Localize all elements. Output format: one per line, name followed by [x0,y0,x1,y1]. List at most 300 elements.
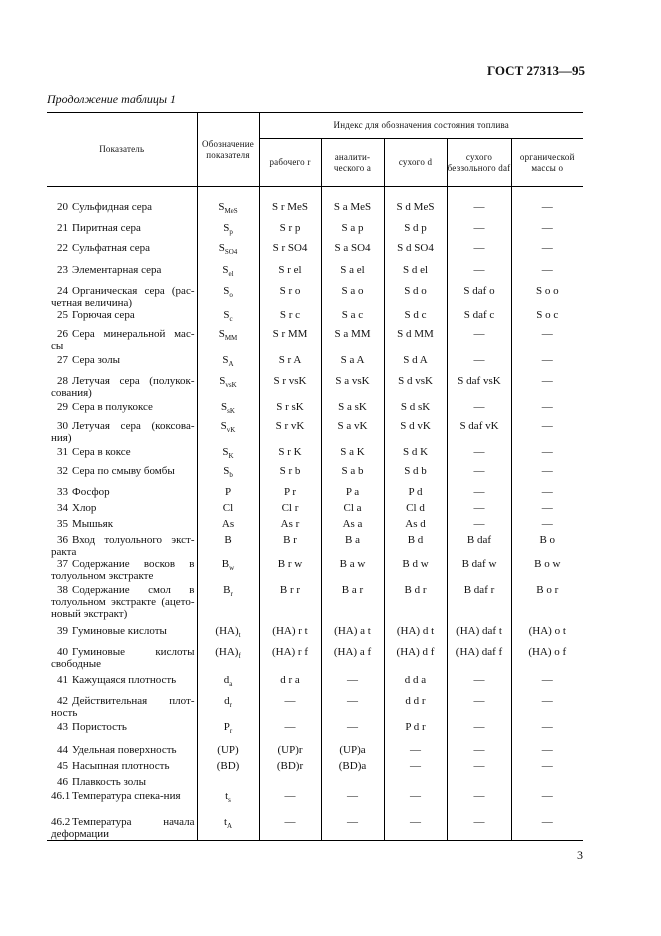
row-number: 29 [57,400,68,413]
state-index-d: S d MeS [384,201,447,222]
indicator-name: Сера по смыву бомбы [72,464,175,477]
state-index-daf: S daf o [447,285,511,309]
state-index-o: S o o [511,285,583,309]
state-index-daf: — [447,816,511,841]
table-continuation-label: Продолжение таблицы 1 [47,92,177,106]
state-index-daf: B daf w [447,558,511,584]
state-index-o: — [511,446,583,465]
indicator-cell [47,264,197,285]
symbol-cell [197,695,259,721]
state-index-o: — [511,242,583,264]
row-number: 45 [57,760,68,773]
indicator-name: Летучая сера (полукок-сования) [51,374,195,399]
table-row [47,375,583,401]
table-row [47,646,583,674]
table-row [47,625,583,646]
header-indicator: Показатель [47,113,197,187]
table-row [47,222,583,242]
symbol-subscript: MM [224,333,238,342]
state-index-a: S a vsK [321,375,384,401]
state-index-r: B r r [259,584,321,625]
indicator-cell [47,558,197,584]
symbol-cell [197,646,259,674]
symbol: S [223,284,230,297]
state-index-d: B d [384,534,447,558]
indicator-name: Плавкость золы [72,776,147,789]
row-number: 38 [57,584,68,597]
state-index-o: — [511,744,583,760]
state-index-o [511,776,583,790]
state-index-d: B d w [384,558,447,584]
table-row [47,354,583,375]
symbol-subscript: sK [227,406,235,415]
state-index-daf: S daf vsK [447,375,511,401]
indicator-name: Горючая сера [72,308,135,321]
state-index-d: S d SO4 [384,242,447,264]
state-index-r: (HA) r t [259,625,321,646]
indicator-cell [47,465,197,486]
indicator-name: Сульфатная сера [72,241,150,254]
state-index-a: S a c [321,309,384,328]
table-row [47,674,583,695]
state-index-o: — [511,790,583,816]
symbol: t [223,816,227,829]
state-index-d: — [384,744,447,760]
symbol-subscript: o [229,290,233,299]
indicator-cell [47,354,197,375]
indicator-cell [47,721,197,744]
table-row [47,242,583,264]
state-index-d: S d MM [384,328,447,354]
indicator-cell [47,695,197,721]
state-index-daf: S daf vK [447,420,511,446]
symbol: S [222,353,229,366]
symbol: Cl [222,501,234,514]
state-index-r: S r MeS [259,201,321,222]
state-index-r: S r K [259,446,321,465]
table-row [47,790,583,816]
state-index-o: — [511,354,583,375]
state-index-a: (HA) a f [321,646,384,674]
row-number: 46.2 [51,816,71,829]
state-index-daf: — [447,502,511,518]
symbol: P [224,485,232,498]
state-index-o: — [511,264,583,285]
indicator-name: Сера минеральной мас-сы [51,327,195,352]
table-row [47,816,583,841]
indicator-cell [47,518,197,534]
indicator-name: Гуминовые кислоты [72,625,167,638]
symbol: (HA) [215,625,239,638]
state-index-o: — [511,420,583,446]
row-number: 44 [57,744,68,757]
table-row [47,518,583,534]
state-index-a: S a b [321,465,384,486]
symbol-subscript: b [229,470,233,479]
state-index-o: (HA) o t [511,625,583,646]
state-index-daf: — [447,518,511,534]
symbol-cell [197,285,259,309]
state-index-d: d d a [384,674,447,695]
state-index-r: B r w [259,558,321,584]
row-number: 22 [57,241,68,254]
row-number: 42 [57,695,68,708]
row-number: 40 [57,646,68,659]
state-index-r: (BD)r [259,760,321,776]
symbol-cell [197,401,259,420]
state-index-daf: — [447,674,511,695]
indicator-name: Действительная плот-ность [51,695,195,720]
state-index-o: B o r [511,584,583,625]
state-index-r [259,776,321,790]
indicator-name: Летучая сера (коксова-ния) [51,419,195,444]
state-index-daf: — [447,242,511,264]
state-index-o: — [511,486,583,502]
state-index-r: S r vK [259,420,321,446]
symbol-subscript: c [229,314,233,323]
table-row [47,558,583,584]
symbol-subscript: t [238,631,241,640]
indicator-name: Содержание смол в толуольном экстракте (ацето-новый экстракт) [51,584,195,621]
state-index-a: Cl a [321,502,384,518]
indicator-cell [47,201,197,222]
indicator-name: Вход толуольного экст-ракта [51,534,195,559]
state-index-d: S d el [384,264,447,285]
indicator-name: Элементарная сера [72,263,162,276]
symbol-subscript: A [228,359,234,368]
row-number: 25 [57,308,68,321]
symbol: B [224,534,232,547]
state-index-d: S d sK [384,401,447,420]
state-index-r: — [259,721,321,744]
symbol-subscript: SO4 [224,247,238,256]
symbol: B [223,584,231,597]
row-number: 31 [57,445,68,458]
state-index-r: B r [259,534,321,558]
symbol-cell [197,625,259,646]
state-index-o: B o w [511,558,583,584]
symbol: (BD) [216,760,240,773]
state-index-daf: (HA) daf f [447,646,511,674]
state-index-d: S d vK [384,420,447,446]
state-index-d: S d K [384,446,447,465]
state-index-a: (UP)a [321,744,384,760]
symbol-subscript: MeS [224,206,238,215]
state-index-o: — [511,816,583,841]
row-number: 34 [57,501,68,514]
table-row [47,465,583,486]
symbol-cell [197,264,259,285]
table-row [47,776,583,790]
state-index-o: — [511,518,583,534]
state-index-daf: — [447,401,511,420]
state-index-daf: — [447,264,511,285]
symbol-cell [197,465,259,486]
row-number: 39 [57,625,68,638]
state-index-r: S r b [259,465,321,486]
state-index-r: S r SO4 [259,242,321,264]
symbol-subscript: r [229,701,232,710]
table-row [47,502,583,518]
state-index-d: B d r [384,584,447,625]
indicator-cell [47,646,197,674]
state-index-r: (UP)r [259,744,321,760]
state-index-o: B o [511,534,583,558]
row-number: 36 [57,534,68,547]
state-index-daf: — [447,328,511,354]
table-row [47,328,583,354]
state-index-o: — [511,201,583,222]
symbol: S [222,445,229,458]
symbol: d [223,674,230,687]
symbol-subscript: K [228,451,234,460]
symbol-subscript: A [227,822,233,831]
state-index-o: — [511,695,583,721]
row-number: 46 [57,776,68,789]
indicator-name: Сера в коксе [72,445,131,458]
indicator-cell [47,446,197,465]
table-row [47,534,583,558]
symbol-cell [197,674,259,695]
indicator-cell [47,486,197,502]
indicator-cell [47,222,197,242]
state-index-r: S r vsK [259,375,321,401]
state-index-a: B a [321,534,384,558]
state-index-d: S d o [384,285,447,309]
state-index-a: As a [321,518,384,534]
symbol-cell [197,328,259,354]
indicator-cell [47,816,197,841]
table-row [47,584,583,625]
indicator-name: Температура начала деформации [51,816,195,841]
row-number: 41 [57,674,68,687]
symbol-subscript: r [229,727,233,736]
state-index-d: S d p [384,222,447,242]
indicator-name: Мышьяк [72,517,114,530]
symbol-subscript: f [238,652,241,661]
symbol: P [223,721,230,734]
indicator-cell [47,674,197,695]
symbol-cell [197,558,259,584]
table-row [47,401,583,420]
state-index-a: S a o [321,285,384,309]
state-index-daf: — [447,465,511,486]
state-index-d [384,776,447,790]
state-index-r: Cl r [259,502,321,518]
symbol-subscript: r [230,590,233,599]
state-index-r: S r MM [259,328,321,354]
header-state-dry: сухого d [384,139,447,187]
state-index-d: — [384,816,447,841]
state-index-a: — [321,790,384,816]
state-index-a: S a MeS [321,201,384,222]
indicator-cell [47,401,197,420]
row-number: 32 [57,464,68,477]
indicator-name: Пористость [72,721,127,734]
state-index-r: — [259,816,321,841]
state-index-a: S a p [321,222,384,242]
symbol-cell [197,584,259,625]
state-index-r: S r el [259,264,321,285]
indicator-cell [47,309,197,328]
state-index-o: — [511,401,583,420]
symbol-cell [197,354,259,375]
symbol-cell [197,446,259,465]
row-number: 43 [57,721,68,734]
state-index-daf: — [447,201,511,222]
state-index-d: — [384,790,447,816]
indicator-name: Органическая сера (рас-четная величина) [51,284,195,309]
state-index-d: S d c [384,309,447,328]
table-row [47,285,583,309]
symbol-cell [197,790,259,816]
state-index-a: — [321,721,384,744]
symbol: (HA) [215,646,239,659]
row-number: 28 [57,374,68,387]
symbol-cell [197,518,259,534]
symbol: B [221,558,230,571]
state-index-daf: — [447,446,511,465]
state-index-o: (HA) o f [511,646,583,674]
indicator-cell [47,744,197,760]
state-index-d: S d b [384,465,447,486]
page-number: 3 [577,848,583,862]
state-index-r: — [259,790,321,816]
state-index-a: P a [321,486,384,502]
state-index-o: — [511,328,583,354]
state-index-a: — [321,695,384,721]
state-index-r: S r A [259,354,321,375]
header-symbol: Обозначение показателя [197,113,259,187]
symbol: S [218,327,225,340]
table-row [47,446,583,465]
state-index-a: — [321,674,384,695]
symbol: S [218,200,225,213]
indicator-cell [47,242,197,264]
indicator-name: Температура спека-ния [72,790,181,803]
state-index-d: — [384,760,447,776]
state-index-a: S a MM [321,328,384,354]
indicator-name: Фосфор [72,485,110,498]
indicator-name: Кажущаяся плотность [72,674,177,687]
symbol-cell [197,309,259,328]
symbol-subscript: s [228,796,231,805]
state-index-o: — [511,502,583,518]
symbol-subscript: w [229,564,235,573]
symbol-cell [197,776,259,790]
state-index-d: P d r [384,721,447,744]
indicator-cell [47,584,197,625]
state-index-a: S a vK [321,420,384,446]
table-row [47,760,583,776]
indicator-cell [47,328,197,354]
symbol: As [221,517,235,530]
data-table [47,112,583,841]
table-row [47,721,583,744]
state-index-a: S a A [321,354,384,375]
state-index-a: B a w [321,558,384,584]
header-state-dry-ash-free: сухого беззольного daf [447,139,511,187]
state-index-daf: — [447,486,511,502]
state-index-d: (HA) d t [384,625,447,646]
state-index-o: — [511,721,583,744]
indicator-cell [47,625,197,646]
indicator-name: Сера золы [72,353,121,366]
symbol: S [223,464,230,477]
symbol: S [223,308,230,321]
table-row [47,309,583,328]
indicator-name: Удельная поверхность [72,744,177,757]
row-number: 35 [57,517,68,530]
symbol-cell [197,534,259,558]
state-index-daf: — [447,721,511,744]
state-index-a: S a K [321,446,384,465]
state-index-o: — [511,674,583,695]
row-number: 33 [57,485,68,498]
row-number: 21 [57,221,68,234]
symbol: S [222,263,229,276]
symbol-cell [197,375,259,401]
state-index-o: — [511,222,583,242]
table-row [47,420,583,446]
symbol: (UP) [217,744,239,757]
symbol-cell [197,420,259,446]
row-number: 26 [57,327,68,340]
symbol: S [220,419,227,432]
symbol-cell [197,201,259,222]
state-index-r: S r c [259,309,321,328]
indicator-name: Гуминовые кислоты свободные [51,646,195,671]
state-index-r: — [259,695,321,721]
indicator-cell [47,285,197,309]
state-index-d: d d r [384,695,447,721]
indicator-cell [47,375,197,401]
state-index-a: — [321,816,384,841]
state-index-a: S a sK [321,401,384,420]
row-number: 24 [57,284,68,297]
table-row [47,695,583,721]
indicator-name: Сера в полукоксе [72,400,153,413]
state-index-d: As d [384,518,447,534]
symbol-subscript: el [228,269,234,278]
state-index-daf: — [447,695,511,721]
symbol-cell [197,816,259,841]
symbol-cell [197,721,259,744]
state-index-d: S d vsK [384,375,447,401]
indicator-cell [47,420,197,446]
row-number: 20 [57,200,68,213]
symbol: S [221,400,228,413]
state-index-a: S a SO4 [321,242,384,264]
symbol-subscript: p [229,227,233,236]
state-index-o: — [511,375,583,401]
symbol: S [223,221,230,234]
table-row [47,264,583,285]
state-index-a: S a el [321,264,384,285]
state-index-o: — [511,760,583,776]
state-index-a: B a r [321,584,384,625]
state-index-r: P r [259,486,321,502]
state-index-r: As r [259,518,321,534]
symbol-cell [197,760,259,776]
state-index-o: S o c [511,309,583,328]
state-index-r: S r p [259,222,321,242]
symbol-cell [197,744,259,760]
state-index-a: (HA) a t [321,625,384,646]
header-state-working: рабочего r [259,139,321,187]
header-state-analytical: аналити-ческого a [321,139,384,187]
state-index-daf: — [447,744,511,760]
